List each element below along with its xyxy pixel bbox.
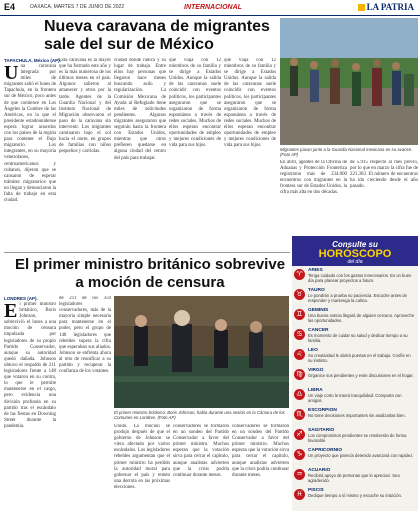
sign-text: Tenga cuidado con los gastos innecesarios. Es un buen día para planear proyectos a futuro. <box>308 273 412 283</box>
sign-name: VIRGO <box>308 368 324 373</box>
story1-column-4: que viaja con 12 miembros de su familia y se dirige a Estados Unidos. Aunque la salida de las caravanas suele coincidir con eventos políticos, los participantes aseguraron que se organizaron de forma espontánea a través de redes sociales. Muchos de ellos esperan encontrar oportunidades de empleo y mejores condiciones de vida para sus hijos. <box>169 58 221 149</box>
story1-byline: TAPACHULA, México (AP). <box>4 58 61 63</box>
zodiac-leo-icon: ♌ <box>294 349 305 360</box>
story1-text-1: na caravana integrada por miles de migrantes salió el lunes de Tapachula, en la frontera sur de México, poco antes de que comience en Los Ángeles la Cumbre de las Américas, en la que el presidente estadounidense espera lograr acuerdos con los países de la región para contener el flujo migratorio. Los integrantes, en su mayoría venezolanos, centroamericanos y cubanos, dijeron que se cansaron de esperar trámites migratorios que no llegan y denunciaron la falta de trabajo en esta ciudad. <box>4 64 56 204</box>
story2-caption-text: El primer ministro británico, Boris Johnson, habla durante una sesión en la Cámara de los Comunes en Londres. <box>114 410 285 421</box>
issue-date: OAXACA, MARTES 7 DE JUNIO DE 2022 <box>30 4 125 10</box>
horoscope-sign <box>294 468 416 488</box>
zodiac-escorpin-icon: ♏ <box>294 409 305 420</box>
horoscope-title-sub: del día <box>347 259 363 265</box>
sign-name: ARIES <box>308 268 323 273</box>
story1-caption-text: Migrantes pasan junto a la Guardia Nacional mexicana en su avance. <box>280 147 413 152</box>
sign-text: Un viaje corto le traerá tranquilidad. Comparta con amigos. <box>308 393 402 403</box>
sign-name: CÁNCER <box>308 328 329 333</box>
sign-text: Su creatividad le abrirá puertas en el trabajo. Confíe en su instinto. <box>308 353 411 363</box>
horoscope-sign <box>294 408 416 428</box>
zodiac-gminis-icon: ♊ <box>294 309 305 320</box>
parliament-photo-illustration <box>114 296 289 408</box>
section-divider <box>4 252 290 253</box>
sign-text: Recibirá apoyo de personas que lo aprecian. Sea agradecido. <box>308 473 400 483</box>
horoscope-sign <box>294 308 416 328</box>
horoscope-sign <box>294 448 416 468</box>
logo-text: LA PATRIA <box>366 2 414 12</box>
zodiac-cncer-icon: ♋ <box>294 329 305 340</box>
horoscope-sign <box>294 348 416 368</box>
horoscope-sign <box>294 388 416 408</box>
sign-text: Es momento de cuidar su salud y dedicar tiempo a su familia. <box>308 333 408 343</box>
sign-text: Organice sus pendientes y evite discusiones en el hogar. <box>308 373 414 378</box>
horoscope-title-top: Consulte su <box>332 240 378 249</box>
story1-column-1 <box>4 64 56 250</box>
horoscope-sign <box>294 368 416 388</box>
sign-name: ACUARIO <box>308 468 331 473</box>
zodiac-virgo-icon: ♍ <box>294 369 305 380</box>
zodiac-sagitario-icon: ♐ <box>294 429 305 440</box>
zodiac-acuario-icon: ♒ <box>294 469 305 480</box>
horoscope-sign <box>294 268 416 288</box>
horoscope-banner <box>292 236 418 266</box>
zodiac-piscis-icon: ♓ <box>294 489 305 500</box>
story2-text-1: l primer ministro británico, Boris Johnson, sobrevivió el lunes a una moción de censura impulsada por legisladores de su propio Partido Conservador, aunque su autoridad quedó dañada. Johnson obtuvo el respaldo de 211 legisladores frente a 148 que votaron en su contra, lo que le permite mantenerse en el cargo, pero evidencia una división profunda en su partido tras el escándalo de las fiestas en Downing Street durante la pandemia. <box>4 302 56 429</box>
story2-photo-caption <box>114 410 289 420</box>
story1-drop-cap: U <box>4 64 19 84</box>
sign-name: ESCORPIÓN <box>308 408 337 413</box>
sign-name: CAPRICORNIO <box>308 448 343 453</box>
sign-name: PISCIS <box>308 488 324 493</box>
story1-column-5: que viaja con 12 miembros de su familia y se dirige a Estados Unidos. Aunque la salida de las caravanas suele coincidir con eventos políticos, los participantes aseguraron que se organizaron de forma espontánea a través de redes sociales. Muchos de ellos esperan encontrar oportunidades de empleo y mejores condiciones de vida para sus hijos. <box>224 58 276 149</box>
story1-column-6: En abril, agentes de la Oficina de Aduanas y Protección Fronteriza registraron más de 234.000 encuentros con migrantes en la frontera sur de Estados Unidos, la cifra más alta en dos décadas. <box>280 160 347 196</box>
story2-column-4: conservadores se formaron en un sondeo del Partido Conservador a favor del primer ministro. Muchos esperan que la votación sirva para cerrar el capítulo, aunque analistas advierten que la crisis podría continuar durante meses. <box>173 424 229 478</box>
story1-photo-credit: (Foto AP) <box>280 152 299 158</box>
horoscope-sign <box>294 288 416 308</box>
sign-name: GÉMINIS <box>308 308 329 313</box>
sign-name: LIBRA <box>308 388 323 393</box>
zodiac-aries-icon: ♈ <box>294 269 305 280</box>
page-number: E4 <box>4 2 16 12</box>
sign-text: Los compromisos pendientes se resolverán de forma favorable. <box>308 433 407 443</box>
story2-photo-credit: (Foto AP) <box>157 415 176 421</box>
sign-name: TAURO <box>308 288 325 293</box>
zodiac-capricornio-icon: ♑ <box>294 449 305 460</box>
newspaper-logo <box>358 2 414 12</box>
zodiac-tauro-icon: ♉ <box>294 289 305 300</box>
story2-column-1 <box>4 302 56 510</box>
horoscope-sign <box>294 488 416 508</box>
horoscope-title-main: HORÓSCOPO <box>318 248 392 260</box>
story2-column-2: de 211 de los 359 legisladores conservadores, más de la mayoría simple necesaria para mantenerse en el poder, pero el grupo de 148 legisladores que rebeldes supera la cifra que esperaban sus aliados. Johnson se enfrenta ahora al reto de reunificar a su partido y recuperar la confianza de los votantes. <box>59 296 111 375</box>
horoscope-sign <box>294 328 416 348</box>
migrants-photo <box>280 18 418 145</box>
migrants-photo-illustration <box>280 18 418 145</box>
story1-column-7: de 5.915 respecto al mes previo, por lo que en marzo la cifra fue de 221.303. El número de encuentros ha ido creciendo desde el año pasado. <box>350 160 418 190</box>
story1-photo-caption <box>280 147 418 157</box>
story1-column-2: Esta caravana es la mayor que ha formado este año y es la más numerosa de los últimos meses en el país. Algunos salieron al amanecer y otros por la tarde. Agentes de la Guardia Nacional y del Instituto Nacional de Migración observaron el paso de la caravana sin intervenir. Los migrantes caminaron bajo el sol hacia el norte, en grupos de familias con niños pequeños y carriolas. <box>59 58 111 155</box>
horoscope-sign <box>294 428 416 448</box>
story2-column-3: Unido. La moción se produjo después de que el gobierno de Johnson se viera afectado por varios escándalos. Los legisladores rebeldes argumentan que el primer ministro ha perdido la autoridad moral para gobernar el país y temen una derrota en las próximas elecciones. <box>114 424 170 490</box>
story1-headline: Nueva caravana de migrantes sale del sur de México <box>44 18 270 53</box>
parliament-photo <box>114 296 289 408</box>
section-name: INTERNACIONAL <box>184 4 242 11</box>
sign-text: Dedique tiempo a sí mismo y escuche su intuición. <box>308 493 403 498</box>
story2-headline: El primer ministro británico sobrevive a moción de censura <box>14 256 286 291</box>
zodiac-libra-icon: ♎ <box>294 389 305 400</box>
logo-square-icon <box>358 4 365 11</box>
sign-name: SAGITARIO <box>308 428 335 433</box>
horoscope-box <box>292 236 418 511</box>
story1-column-3: ciudad donde radica y su lugar de trabajo. Entre ellos hay personas que llegaron hace meses buscando asilo y regularización. La Comisión Mexicana de Ayuda al Refugiado tiene miles de solicitudes pendientes. Algunos migrantes aseguraron que seguirán hasta la frontera con Estados Unidos, mientras que otros prefieren quedarse en alguna ciudad del centro del país para trabajar. <box>114 58 166 161</box>
story2-drop-cap: E <box>4 302 18 322</box>
sign-text: No tome decisiones importantes sin analizarlas bien. <box>308 413 406 418</box>
sign-name: LEO <box>308 348 318 353</box>
story2-column-5: conservadores se formaron en un sondeo del Partido Conservador a favor del primer ministro. Muchos esperan que la votación sirva para cerrar el capítulo, aunque analistas advierten que la crisis podría continuar durante meses. <box>232 424 289 478</box>
page-header <box>0 0 420 16</box>
sign-text: Una buena noticia llegará de alguien cercano. Aproveche las oportunidades. <box>308 313 415 323</box>
story2-byline: LONDRES (AP). <box>4 296 38 301</box>
sign-text: Le pondrán a prueba su paciencia. Escuche antes de responder y mantenga la calma. <box>308 293 407 303</box>
sign-text: Un proyecto que parecía detenido avanzará con rapidez. <box>308 453 414 458</box>
